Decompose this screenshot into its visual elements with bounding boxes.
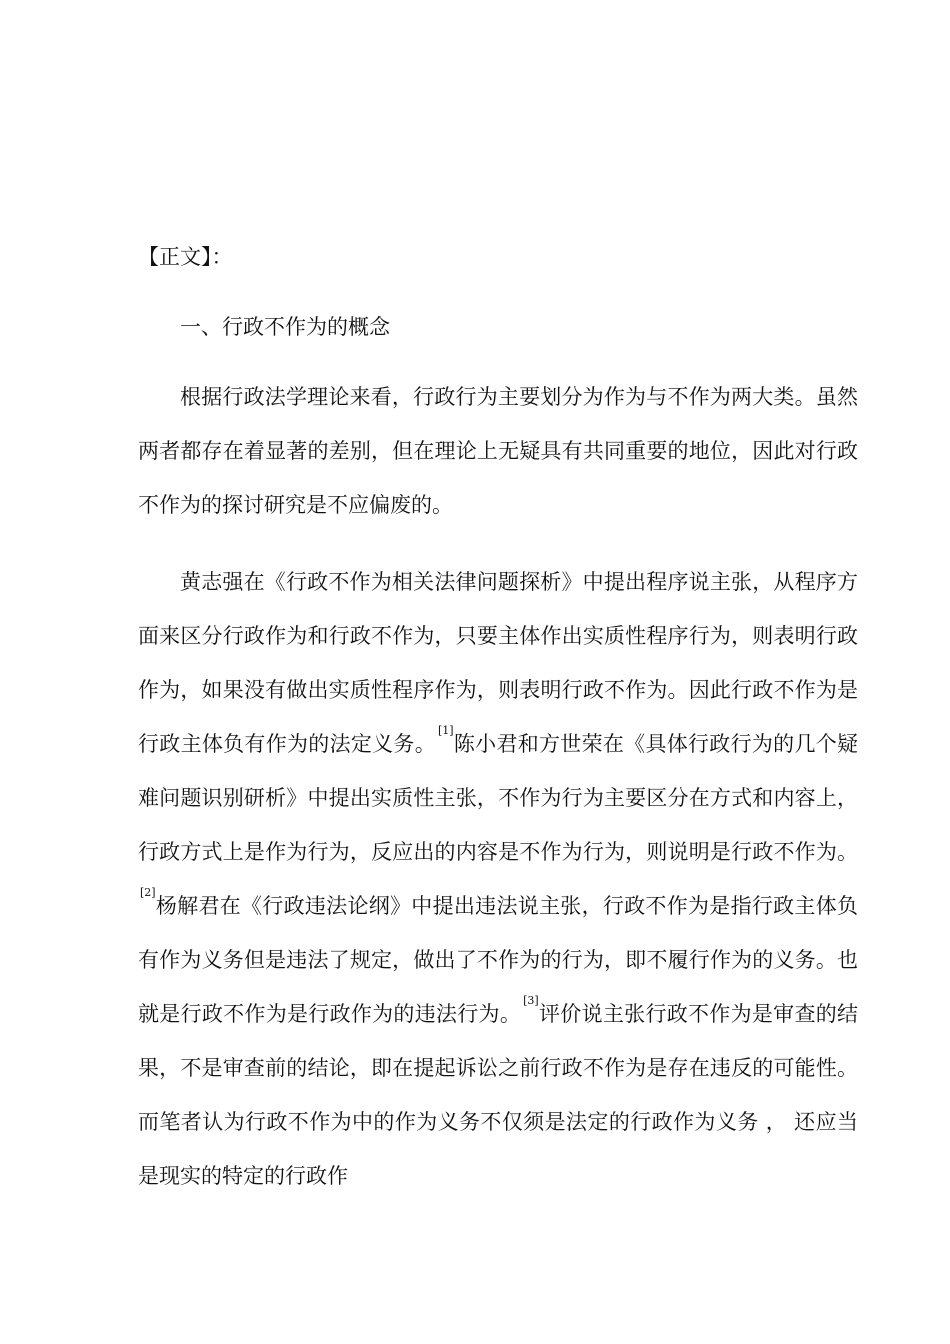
- citation-ref-1: [1]: [438, 724, 454, 737]
- paragraph-theories: [138, 555, 858, 1203]
- paragraph-segment: 黄志强在《行政不作为相关法律问题探析》中提出程序说主张，从程序方面来区分行政作为和行政不作为，只要主体作出实质性程序行为，则表明行政作为，如果没有做出实质性程序作为，则表明行政不作为。因此行政不作为是行政主体负有作为的法定义务。: [138, 570, 858, 756]
- paragraph-segment: 评价说主张行政不作为是审查的结果，不是审查前的结论，即在提起诉讼之前行政不作为是存在违反的可能性。而笔者认为行政不作为中的作为义务不仅须是法定的行政作为义务 ， 还应当是现实的特定的行政作: [138, 1002, 859, 1188]
- body-heading: 【正文】：: [138, 245, 233, 269]
- paragraph-segment: 杨解君在《行政违法论纲》中提出违法说主张，行政不作为是指行政主体负有作为义务但是违法了规定，做出了不作为的行为，即不履行作为的义务。也就是行政不作为是行政作为的违法行为。: [138, 894, 858, 1026]
- citation-ref-3: [3]: [523, 994, 539, 1007]
- paragraph-segment: 陈小君和方世荣在《具体行政行为的几个疑难问题识别研析》中提出实质性主张，不作为行为主要区分在方式和内容上，行政方式上是作为行为，反应出的内容是不作为行为，则说明是行政不作为。: [138, 732, 859, 864]
- citation-ref-2: [2]: [140, 886, 156, 899]
- section-title: 一、行政不作为的概念: [180, 315, 390, 339]
- paragraph-intro: 根据行政法学理论来看，行政行为主要划分为作为与不作为两大类。虽然两者都存在着显著的差别，但在理论上无疑具有共同重要的地位，因此对行政不作为的探讨研究是不应偏废的。: [138, 385, 858, 517]
